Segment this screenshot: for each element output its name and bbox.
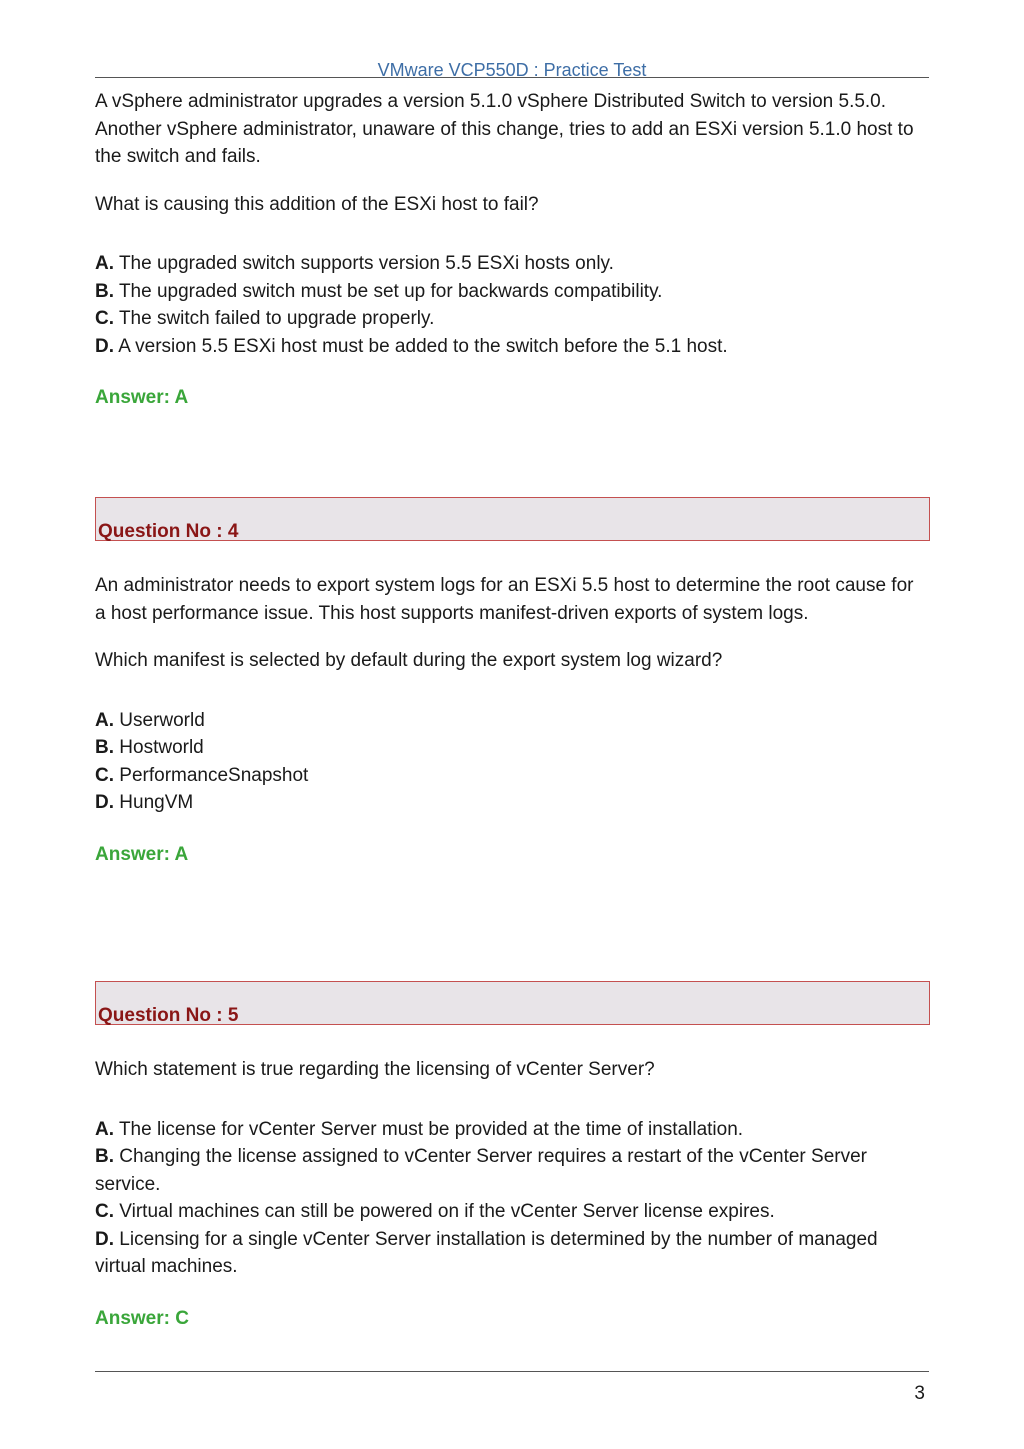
option-a: A. Userworld (95, 709, 205, 731)
question-3-prompt: What is causing this addition of the ESXi host to fail? (95, 193, 539, 215)
question-4-prompt: Which manifest is selected by default during the export system log wizard? (95, 650, 723, 671)
option-d: D. HungVM (95, 792, 194, 813)
header-title: VMware VCP550D : Practice Test (377, 60, 647, 80)
question-3-answer: Answer: A (95, 387, 189, 408)
question-4-stem: An administrator needs to export system logs for an ESXi 5.5 host to determine the root cause for a host performance issue. This host supports manifest-driven exports of system logs. (95, 575, 914, 624)
option-c: C. PerformanceSnapshot (95, 764, 309, 786)
question-3 (95, 88, 929, 411)
option-b: B. Changing the license assigned to vCenter Server requires a restart of the vCenter Server service. (95, 1146, 867, 1195)
question-4-heading-box (95, 497, 930, 541)
option-c: C. Virtual machines can still be powered on if the vCenter Server license expires. (95, 1201, 775, 1222)
question-5-heading-box (95, 981, 930, 1025)
question-5-options (95, 1116, 929, 1281)
question-4-heading: Question No : 4 (98, 521, 239, 542)
question-3-options (95, 250, 929, 360)
question-4 (95, 572, 929, 868)
option-c: C. The switch failed to upgrade properly. (95, 308, 435, 329)
page-header (95, 60, 929, 78)
page-number: 3 (914, 1383, 925, 1404)
question-4-answer: Answer: A (95, 843, 189, 865)
option-d: D. Licensing for a single vCenter Server installation is determined by the number of managed virtual machines. (95, 1228, 878, 1277)
option-b: B. The upgraded switch must be set up for backwards compatibility. (95, 280, 663, 302)
option-b: B. Hostworld (95, 737, 204, 758)
question-5 (95, 1056, 929, 1332)
question-5-answer: Answer: C (95, 1307, 189, 1329)
option-a: A. The license for vCenter Server must be provided at the time of installation. (95, 1118, 744, 1140)
option-a: A. The upgraded switch supports version 5.5 ESXi hosts only. (95, 253, 614, 274)
question-4-options (95, 707, 929, 817)
question-3-stem: A vSphere administrator upgrades a version 5.1.0 vSphere Distributed Switch to version 5.5.0. Another vSphere administrator, unaware of this change, tries to add an ESXi version 5.1.0 host to the switch and fails. (95, 91, 914, 167)
question-5-heading: Question No : 5 (98, 1005, 239, 1026)
option-d: D. A version 5.5 ESXi host must be added to the switch before the 5.1 host. (95, 335, 728, 357)
question-5-prompt: Which statement is true regarding the licensing of vCenter Server? (95, 1059, 655, 1080)
footer-divider (95, 1371, 929, 1372)
